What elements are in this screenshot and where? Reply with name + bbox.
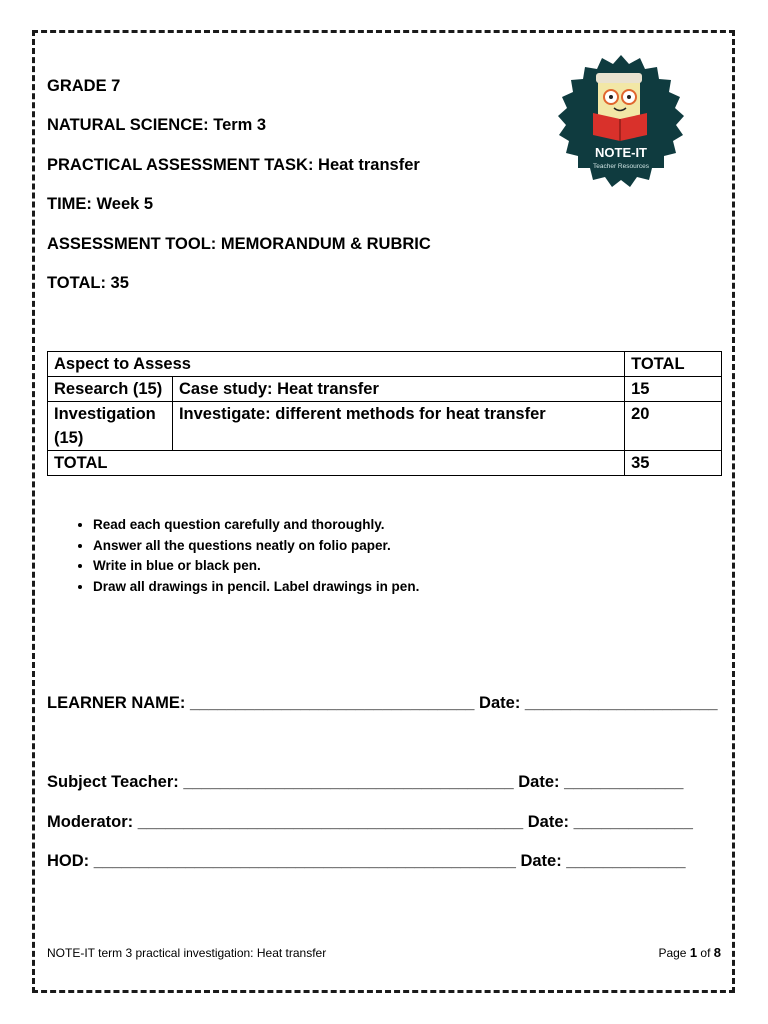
subject-teacher-line: Subject Teacher: ____________________________________ Date: _____________ [47,773,684,791]
grade-heading: GRADE 7 [47,77,121,95]
tool-heading: ASSESSMENT TOOL: MEMORANDUM & RUBRIC [47,235,431,253]
aspect-cell: Investigation (15) [48,402,173,451]
total-cell: 20 [625,402,722,451]
grand-total-cell: 35 [625,451,722,476]
moderator-line: Moderator: __________________________________________ Date: _____________ [47,813,693,831]
page-indicator [658,945,721,960]
table-row [48,402,722,451]
list-item: • Write in blue or black pen. [93,556,419,577]
page-number: 1 [689,945,698,960]
description-cell: Case study: Heat transfer [172,377,624,402]
logo-title: NOTE-IT [595,145,647,160]
page-prefix: Page [658,946,687,960]
table-footer-row [48,451,722,476]
total-label-cell: TOTAL [48,451,625,476]
note-it-logo [549,53,693,189]
aspect-header-cell: Aspect to Assess [48,352,625,377]
aspect-cell: Research (15) [48,377,173,402]
footer-title: NOTE-IT term 3 practical investigation: Heat transfer [47,946,327,960]
list-item: • Answer all the questions neatly on folio paper. [93,536,419,557]
page-of: of [700,946,711,960]
instructions-list [66,515,419,597]
list-item: • Draw all drawings in pencil. Label drawings in pen. [93,577,419,598]
subject-heading: NATURAL SCIENCE: Term 3 [47,116,267,134]
description-cell: Investigate: different methods for heat transfer [172,402,624,451]
total-heading: TOTAL: 35 [47,274,129,292]
task-heading: PRACTICAL ASSESSMENT TASK: Heat transfer [47,156,420,174]
table-row [48,377,722,402]
total-cell: 15 [625,377,722,402]
page-total: 8 [713,945,721,960]
assessment-table [47,351,722,476]
time-heading: TIME: Week 5 [47,195,154,213]
logo-mascot [593,73,647,141]
table-header-row [48,352,722,377]
total-header-cell: TOTAL [625,352,722,377]
learner-name-line: LEARNER NAME: _______________________________ Date: _____________________ [47,694,718,712]
list-item: • Read each question carefully and thoroughly. [93,515,419,536]
logo-subtitle: Teacher Resources [593,163,649,170]
hod-line: HOD: ______________________________________________ Date: _____________ [47,852,686,870]
